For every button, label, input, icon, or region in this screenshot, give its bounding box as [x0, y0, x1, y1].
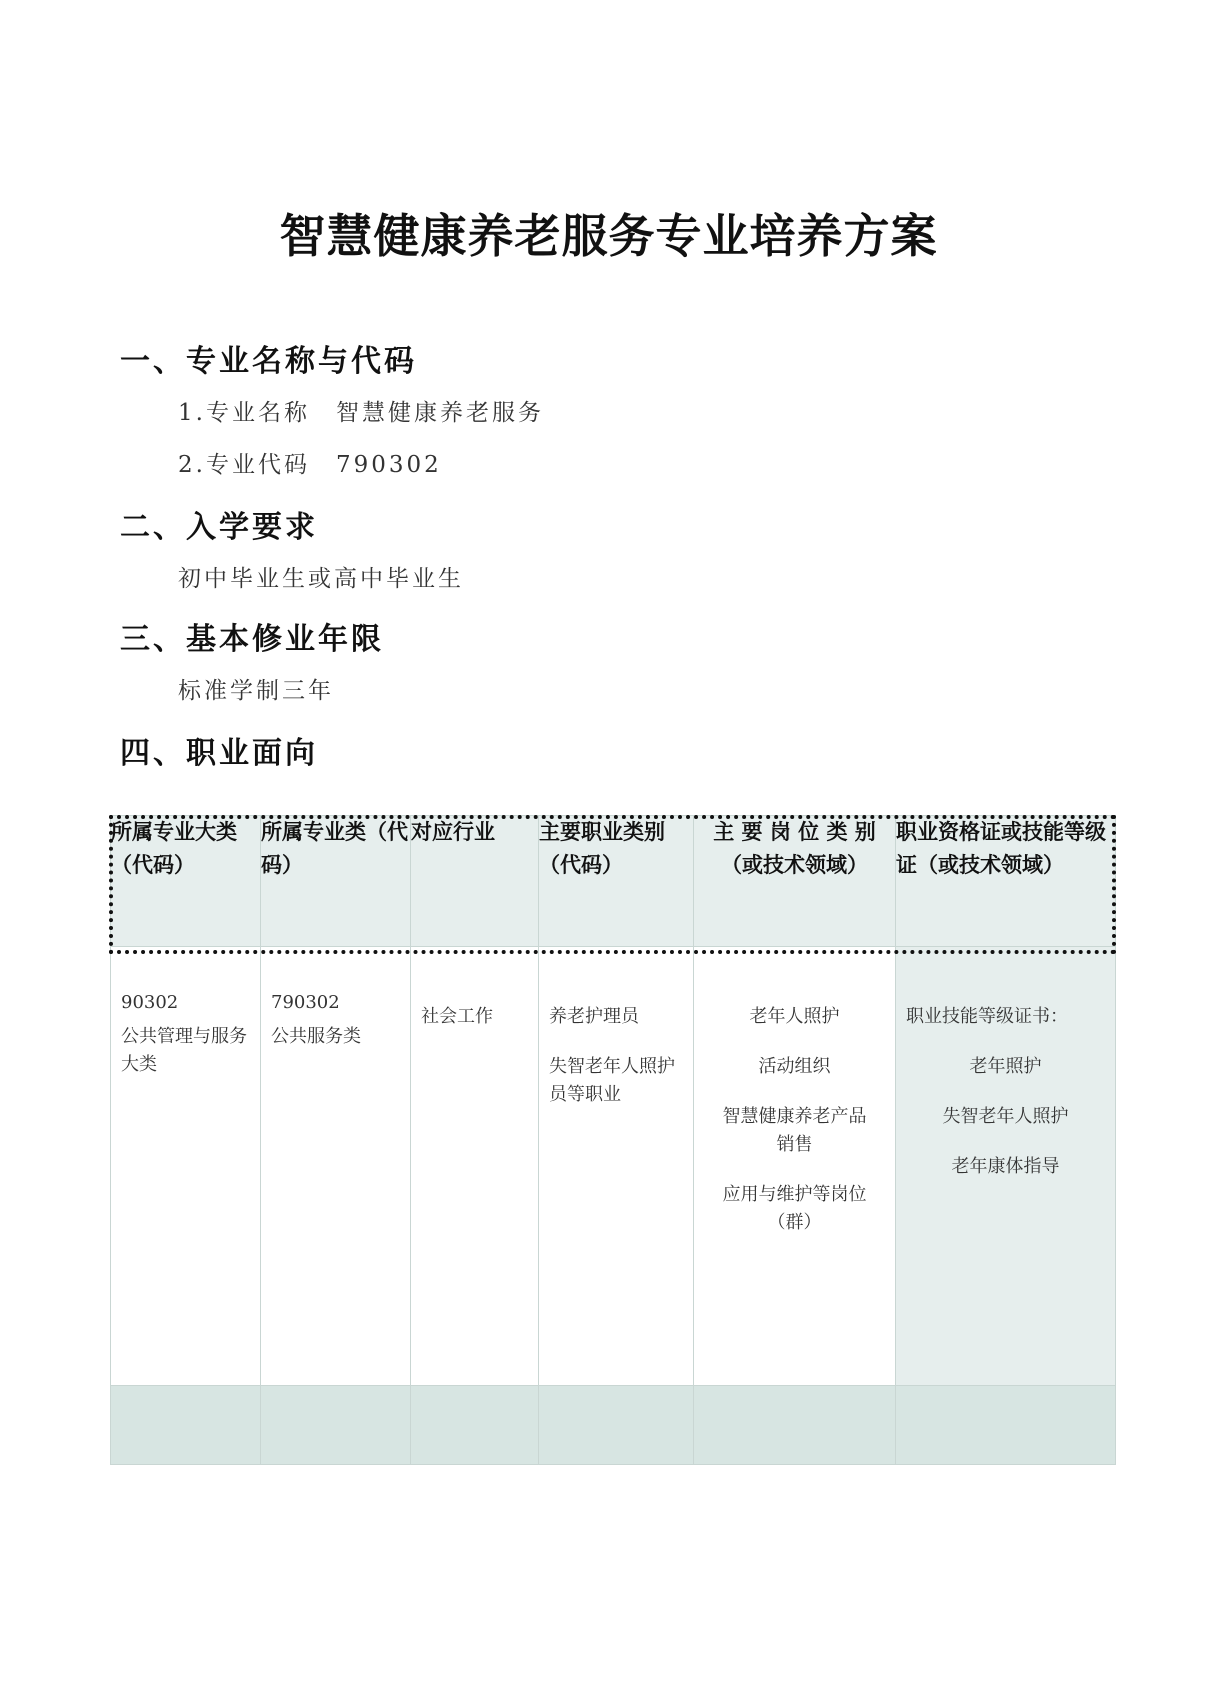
cell-certificate: [896, 947, 1116, 1386]
certificate-label: 职业技能等级证书：: [906, 1006, 1068, 1027]
major-code-label: 2.专业代码: [178, 452, 310, 478]
header-occupation: 主要职业类别（代码）: [539, 816, 694, 947]
position-item: 活动组织: [758, 1056, 831, 1077]
table-header-row: [111, 816, 1116, 947]
footer-cell: [261, 1386, 411, 1465]
footer-cell: [694, 1386, 896, 1465]
position-item: 智慧健康养老产品销售: [722, 1106, 867, 1155]
duration-text: 标准学制三年: [178, 678, 334, 704]
table-row: [111, 947, 1116, 1386]
position-item: 老年人照护: [749, 1006, 840, 1027]
position-item: 应用与维护等岗位（群）: [722, 1184, 867, 1233]
career-table: [110, 815, 1116, 1465]
major-category-name: 公共管理与服务大类: [121, 1026, 247, 1075]
cell-occupation: [539, 947, 694, 1386]
header-industry: 对应行业: [411, 816, 539, 947]
section-heading-name-code: 一、专业名称与代码: [120, 344, 417, 379]
major-code-line: [178, 446, 442, 479]
major-code-value: 790302: [335, 452, 442, 478]
major-category-code: 90302: [121, 992, 179, 1013]
certificate-item: 失智老年人照护: [942, 1106, 1069, 1127]
certificate-item: 老年康体指导: [951, 1156, 1060, 1177]
cell-position: [694, 947, 896, 1386]
header-certificate: 职业资格证或技能等级证（或技术领域）: [896, 816, 1116, 947]
header-major-category: 所属专业大类（代码）: [111, 816, 261, 947]
section-heading-career: 四、职业面向: [120, 736, 318, 771]
footer-cell: [111, 1386, 261, 1465]
header-position: 主 要 岗 位 类 别（或技术领域）: [694, 816, 896, 947]
major-name-line: [178, 394, 544, 427]
occupation-item: 失智老年人照护员等职业: [549, 1056, 675, 1105]
admission-text: 初中毕业生或高中毕业生: [178, 566, 464, 592]
certificate-item: 老年照护: [969, 1056, 1042, 1077]
cell-industry: [411, 947, 539, 1386]
section-heading-admission: 二、入学要求: [120, 510, 318, 545]
footer-cell: [539, 1386, 694, 1465]
industry-value: 社会工作: [421, 1006, 493, 1027]
major-class-code: 790302: [271, 992, 340, 1013]
cell-major-class: [261, 947, 411, 1386]
table-footer-row: [111, 1386, 1116, 1465]
major-name-label: 1.专业名称: [178, 400, 310, 426]
footer-cell: [411, 1386, 539, 1465]
occupation-item: 养老护理员: [549, 1006, 639, 1027]
section-heading-duration: 三、基本修业年限: [120, 622, 384, 657]
document-title: 智慧健康养老服务专业培养方案: [279, 209, 938, 263]
footer-cell: [896, 1386, 1116, 1465]
cell-major-category: [111, 947, 261, 1386]
major-class-name: 公共服务类: [271, 1026, 361, 1047]
major-name-value: 智慧健康养老服务: [335, 400, 544, 426]
header-major-class: 所属专业类（代码）: [261, 816, 411, 947]
